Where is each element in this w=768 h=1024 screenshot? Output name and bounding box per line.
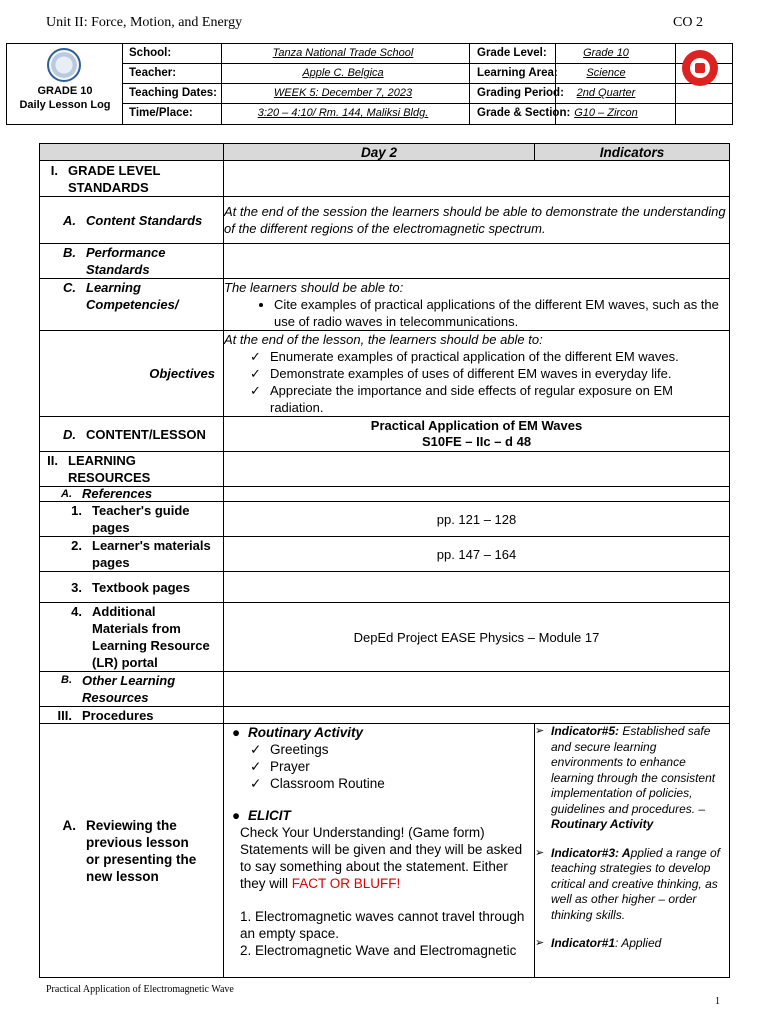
textbook-label: 3. Textbook pages	[40, 572, 224, 603]
lc-intro: The learners should be able to:	[224, 280, 404, 295]
lc-list	[224, 296, 729, 330]
performance-standards-label: B. Performance Standards	[40, 244, 224, 279]
reviewing-label: A. Reviewing the previous lesson or presenting the new lesson	[40, 724, 224, 978]
textbook-content	[224, 572, 730, 603]
school-value: Tanza National Trade School	[272, 47, 414, 59]
routinary-heading: ● Routinary Activity	[232, 725, 364, 740]
performance-standards-content	[224, 244, 730, 279]
time-place-value: 3:20 – 4:10/ Rm. 144, Maliksi Bldg.	[257, 107, 429, 119]
grade-title: GRADE 10	[37, 85, 93, 97]
table-row	[40, 502, 730, 537]
references-content	[224, 487, 730, 502]
grading-period-label: Grading Period:	[477, 87, 564, 99]
indicator-5: ➢ Indicator#5: Established safe and secure learning environments to enhance learning through the consistent implementation of policies, guidelines and procedures. – Routinary Activity	[535, 724, 729, 833]
list-item: ✓ Prayer	[248, 758, 534, 775]
table-row	[40, 707, 730, 724]
table-row	[40, 672, 730, 707]
learning-competencies-content	[224, 279, 730, 331]
procedures-content	[224, 707, 730, 724]
content-lesson-label: D. CONTENT/LESSON	[40, 417, 224, 452]
table-row	[40, 603, 730, 672]
elicit-heading: ● ELICIT	[232, 808, 291, 823]
deped-logo-cell	[7, 44, 123, 124]
grading-period-value: 2nd Quarter	[576, 87, 636, 99]
header-day: Day 2	[224, 144, 535, 161]
grade-section-label: Grade & Section:	[477, 107, 571, 119]
reviewing-content	[224, 724, 535, 978]
table-row	[40, 452, 730, 487]
content-standards-text: At the end of the session the learners should be able to demonstrate the understanding of the different regions of the electromagnetic spectrum.	[224, 197, 730, 244]
school-label: School:	[129, 47, 172, 59]
header-blank	[40, 144, 224, 161]
statement-2: 2. Electromagnetic Wave and Electromagnetic	[240, 943, 517, 958]
gls-content	[224, 161, 730, 197]
statement-1: 1. Electromagnetic waves cannot travel through an empty space.	[240, 909, 525, 941]
table-row	[40, 244, 730, 279]
dll-title: Daily Lesson Log	[19, 99, 111, 111]
other-resources-label: B. Other Learning Resources	[40, 672, 224, 707]
table-row	[40, 197, 730, 244]
learners-materials-value: pp. 147 – 164	[224, 537, 730, 572]
lesson-info-box	[6, 43, 733, 125]
list-item: ✓ Appreciate the importance and side effects of regular exposure on EM radiation.	[248, 382, 729, 416]
table-row	[40, 417, 730, 452]
indicators-cell	[535, 724, 730, 978]
indicator-3: ➢ Indicator#3: Applied a range of teaching strategies to develop critical and creative thinking, as well as other higher – order thinking skills.	[535, 846, 729, 924]
teachers-guide-value: pp. 121 – 128	[224, 502, 730, 537]
page-number: 1	[715, 996, 720, 1007]
time-place-label: Time/Place:	[129, 107, 193, 119]
info-row-school	[123, 44, 732, 64]
list-item: ✓ Greetings	[248, 741, 534, 758]
grade-level-label: Grade Level:	[477, 47, 547, 59]
school-emblem-icon	[682, 50, 718, 86]
table-row	[40, 331, 730, 417]
content-standards-label: A. Content Standards	[40, 197, 224, 244]
table-row	[40, 279, 730, 331]
content-lesson-value	[224, 417, 730, 452]
grade-level-value: Grade 10	[583, 47, 629, 59]
other-resources-content	[224, 672, 730, 707]
learning-resources-content	[224, 452, 730, 487]
deped-seal-icon	[47, 48, 81, 82]
lesson-title: Practical Application of EM Waves	[370, 418, 583, 433]
table-row	[40, 724, 730, 978]
table-row	[40, 487, 730, 502]
lesson-log-table	[39, 143, 730, 978]
lesson-code: S10FE – IIc – d 48	[421, 434, 532, 449]
learning-area-value: Science	[586, 67, 626, 79]
additional-materials-value: DepEd Project EASE Physics – Module 17	[224, 603, 730, 672]
teacher-value: Apple C. Belgica	[302, 67, 384, 79]
additional-materials-label: 4. Additional Materials from Learning Resource (LR) portal	[40, 603, 224, 672]
procedures-label: III. Procedures	[40, 707, 224, 724]
learning-area-label: Learning Area:	[477, 67, 558, 79]
table-row	[40, 537, 730, 572]
unit-header: Unit II: Force, Motion, and Energy	[46, 15, 243, 30]
learning-competencies-label: C. Learning Competencies/	[40, 279, 224, 331]
objectives-list	[224, 348, 729, 416]
table-row	[40, 572, 730, 603]
info-row-teacher	[123, 64, 732, 84]
objectives-label: Objectives	[40, 331, 224, 417]
footer-title: Practical Application of Electromagnetic Wave	[46, 984, 234, 995]
objectives-intro: At the end of the lesson, the learners should be able to:	[224, 332, 543, 347]
info-row-time	[123, 104, 732, 124]
list-item: ✓ Enumerate examples of practical application of the different EM waves.	[248, 348, 729, 365]
grade-section-value: G10 – Zircon	[574, 107, 638, 119]
routine-list	[224, 741, 534, 792]
learning-resources-label: II. LEARNING RESOURCES	[40, 452, 224, 487]
fact-or-bluff: FACT OR BLUFF!	[291, 876, 401, 891]
teaching-dates-label: Teaching Dates:	[129, 87, 217, 99]
references-label: A. References	[40, 487, 224, 502]
table-row	[40, 161, 730, 197]
info-row-dates	[123, 84, 732, 104]
list-item: ✓ Classroom Routine	[248, 775, 534, 792]
list-item: • Cite examples of practical applications of the different EM waves, such as the use of radio waves in telecommunications.	[274, 296, 729, 330]
gls-label: I. GRADE LEVEL STANDARDS	[40, 161, 224, 197]
indicator-1: ➢ Indicator#1: Applied	[535, 936, 729, 952]
teacher-label: Teacher:	[129, 67, 177, 79]
table-header-row	[40, 144, 730, 161]
co-code: CO 2	[673, 15, 703, 30]
teaching-dates-value: WEEK 5: December 7, 2023	[273, 87, 413, 99]
list-item: ✓ Demonstrate examples of uses of different EM waves in everyday life.	[248, 365, 729, 382]
learners-materials-label: 2. Learner's materials pages	[40, 537, 224, 572]
header-indicators: Indicators	[535, 144, 730, 161]
objectives-content	[224, 331, 730, 417]
elicit-text: Check Your Understanding! (Game form) Statements will be given and they will be asked to say something about the statement. Either they will FACT OR BLUFF!	[240, 825, 523, 891]
teachers-guide-label: 1. Teacher's guide pages	[40, 502, 224, 537]
